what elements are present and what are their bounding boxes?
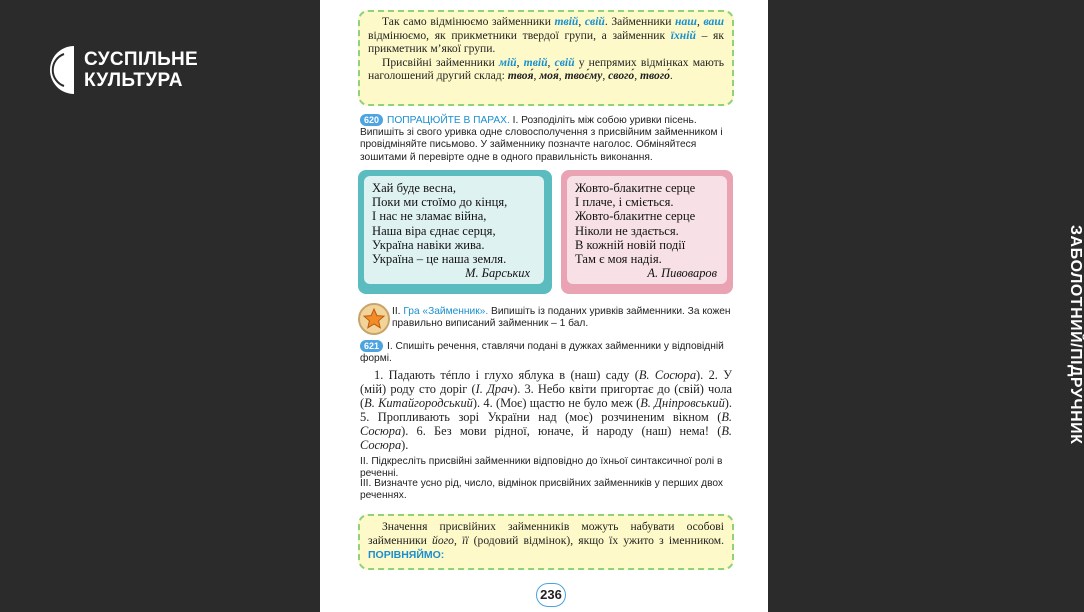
- exercise-621-sentences: 1. Падають тéпло і глухо яблука в (наш) саду (В. Сосюра). 2. У (мій) роду сто доріг (І. Драч). 3. Небо квіти пригортає до (свій) чола (В. Китайгородський). 4. (Моє) щастю не було меж (В. Дніпровський). 5. Пропливають зорі України над (моє) розчиненим вікном (В. Сосюра). 6. Без мови рідної, юначе, й народу (наш) нема! (В. Сосюра).: [360, 368, 733, 452]
- exercise-620: [360, 114, 732, 164]
- exercise-number-620: 620: [360, 114, 383, 126]
- page-number: 236: [536, 583, 566, 607]
- poem-right-line: В кожній новій події: [575, 237, 686, 252]
- poem-left-author: М. Барських: [465, 266, 530, 280]
- game-task: II. Гра «Займенник». Випишіть із поданих уривків займенники. За кожен правильно виписаний займенник – 1 бал.: [392, 306, 731, 330]
- poem-left-line: Наша віра єднає серця,: [372, 223, 496, 238]
- game-star-icon: [358, 303, 390, 335]
- poem-right-line: Там є моя надія.: [575, 252, 662, 267]
- poem-right-line: Жовто-блакитне серце: [575, 209, 696, 224]
- textbook-page: [320, 0, 768, 612]
- exercise-620-heading: ПОПРАЦЮЙТЕ В ПАРАХ.: [387, 115, 510, 126]
- poem-right-lines: [575, 181, 731, 266]
- poem-right-author: А. Пивоваров: [647, 266, 717, 280]
- game-title: Гра «Займенник».: [403, 306, 489, 317]
- poem-left-line: І нас не зламає війна,: [372, 209, 487, 224]
- poem-card-left: [358, 170, 552, 294]
- rule-paragraph-2: Присвійні займенники мій, твій, свій у непрямих відмінках мають наголошений другий склад: твоя́, моя́, твоє́му, свого́, твого́.: [368, 55, 725, 83]
- exercise-number-621: 621: [360, 340, 383, 352]
- game-text: Випишіть із поданих уривків займенники. За кожен правильно виписаний займенник – 1 бал.: [392, 306, 731, 330]
- poem-left-line: Поки ми стоїмо до кінця,: [372, 195, 508, 210]
- poem-card-right: [561, 170, 733, 294]
- logo-line-1: СУСПІЛЬНЕ: [84, 49, 199, 70]
- rule-box-top-text: [368, 15, 724, 83]
- rule-box-bottom-text: Значення присвійних займенників можуть набувати особові займенники його, її (родовий відмінок), якщо їх ужито з іменником. ПОРІВНЯЙМО:: [368, 520, 725, 561]
- poem-right-line: І плаче, і сміється.: [575, 195, 674, 210]
- poem-left-line: Україна – це наша земля.: [372, 252, 507, 267]
- poem-left-line: Україна навіки жива.: [372, 237, 485, 252]
- compare-label: ПОРІВНЯЙМО:: [368, 549, 445, 561]
- side-caption-wrap: [1058, 225, 1084, 455]
- star-icon: [360, 305, 388, 333]
- rule-paragraph-1: Так само відмінюємо займенники твій, свій. Займенники наш, ваш відмінюємо, як прикметники твердої групи, а займенник їхній – як прикметник м’якої групи.: [368, 15, 725, 56]
- logo-text: [84, 49, 198, 91]
- logo-mark-icon: [50, 46, 74, 94]
- poem-right-line: Ніколи не здається.: [575, 223, 679, 238]
- exercise-621-task-1: 621 I. Спишіть речення, ставлячи подані в дужках займенники у відповідній формі.: [360, 341, 724, 365]
- exercise-620-text: I. Розподіліть між собою уривки пісень. Випишіть зі свого уривка одне словосполучення з присвійним займенником і провідміняйте письмово. У займеннику позначте наголос. Обміняйтеся зошитами й перевірте одне в одного правильність виконання.: [360, 115, 723, 163]
- poem-left-lines: [372, 181, 544, 266]
- logo: [50, 46, 198, 94]
- poem-left-line: Хай буде весна,: [372, 181, 456, 195]
- side-caption: ЗАБОЛОТНИЙ/ПІДРУЧНИК: [1067, 225, 1084, 445]
- exercise-621-task-3: III. Визначте усно рід, число, відмінок присвійних займенників у перших двох реченнях.: [360, 478, 724, 502]
- logo-line-2: КУЛЬТУРА: [84, 70, 183, 91]
- exercise-621-task-2: II. Підкресліть присвійні займенники відповідно до їхньої синтаксичної ролі в реченні.: [360, 456, 723, 480]
- poem-right-line: Жовто-блакитне серце: [575, 181, 696, 195]
